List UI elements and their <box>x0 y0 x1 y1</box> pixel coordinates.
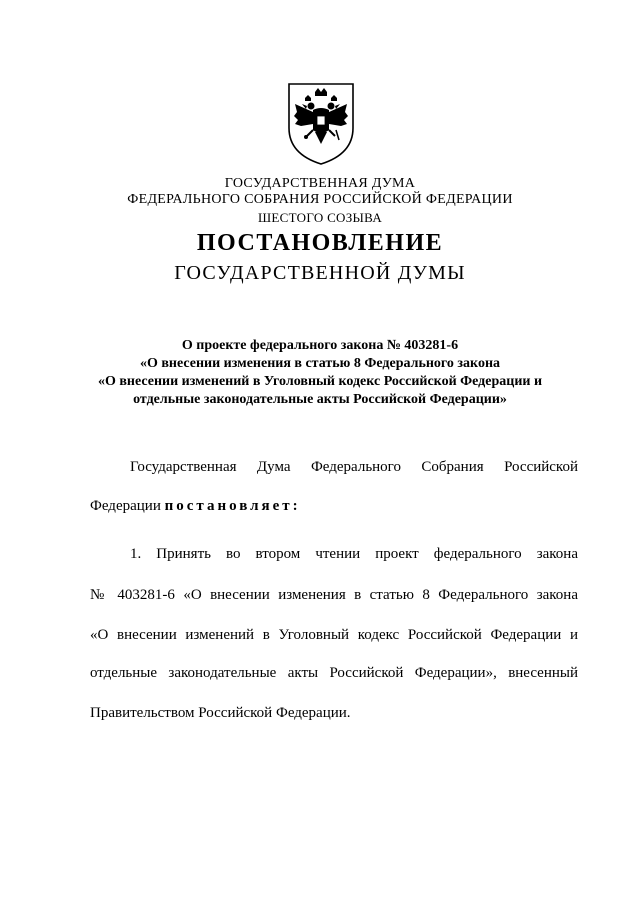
preamble-line: Государственная Дума Федерального Собрания Российской <box>130 459 578 475</box>
paragraph-line: Правительством Российской Федерации. <box>90 705 351 721</box>
title-line: отдельные законодательные акты Российской Федерации» <box>133 392 507 407</box>
preamble-line <box>90 498 578 515</box>
header-line-duma: ГОСУДАРСТВЕННАЯ ДУМА <box>224 176 416 191</box>
resolves-keyword: постановляет: <box>164 498 301 514</box>
paragraph-line: № 403281-6 «О внесении изменения в статью 8 Федерального закона <box>90 587 578 603</box>
document-type: ПОСТАНОВЛЕНИЕ <box>196 230 444 256</box>
title-line: О проекте федерального закона № 403281-6 <box>181 338 459 353</box>
paragraph-line: отдельные законодательные акты Российской Федерации», внесенный <box>90 665 578 681</box>
document-subtype: ГОСУДАРСТВЕННОЙ ДУМЫ <box>174 262 466 284</box>
paragraph-line: «О внесении изменений в Уголовный кодекс Российской Федерации и <box>90 627 578 643</box>
title-line: «О внесении изменения в статью 8 Федерального закона <box>139 356 501 371</box>
paragraph-line: 1. Принять во втором чтении проект федерального закона <box>130 546 578 562</box>
double-headed-eagle-icon <box>283 80 359 166</box>
header-line-federal-assembly: ФЕДЕРАЛЬНОГО СОБРАНИЯ РОССИЙСКОЙ ФЕДЕРАЦИИ <box>127 192 513 207</box>
header-line-convocation: ШЕСТОГО СОЗЫВА <box>257 210 383 225</box>
title-line: «О внесении изменений в Уголовный кодекс Российской Федерации и <box>97 374 543 389</box>
preamble-text: Федерации <box>90 498 165 514</box>
